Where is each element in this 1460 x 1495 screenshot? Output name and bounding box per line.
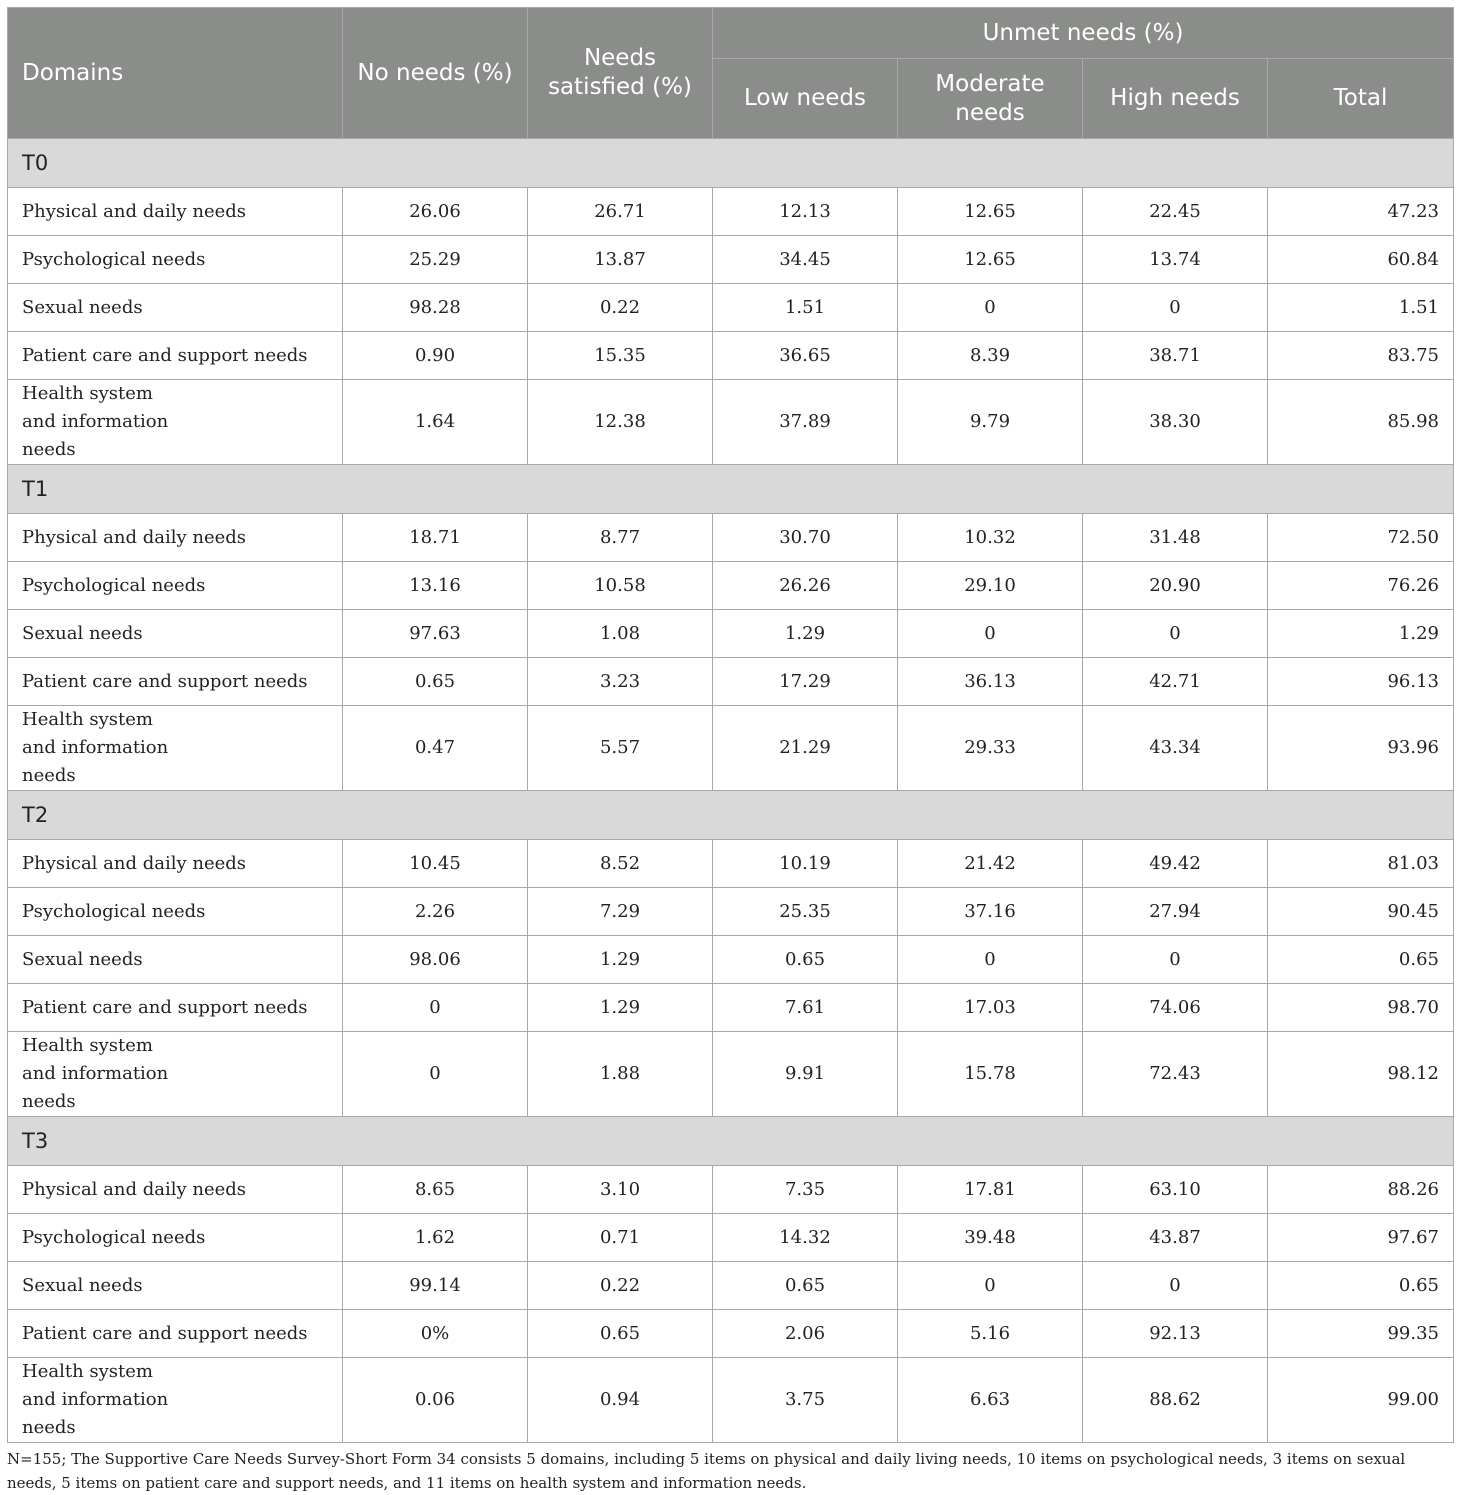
group-row xyxy=(8,465,1454,514)
cell-high-needs: 49.42 xyxy=(1083,840,1268,888)
cell-needs-satisfied: 0.22 xyxy=(528,1262,713,1310)
cell-high-needs: 43.34 xyxy=(1083,706,1268,791)
header-high-needs: High needs xyxy=(1083,59,1268,139)
cell-needs-satisfied: 15.35 xyxy=(528,332,713,380)
cell-moderate-needs: 29.10 xyxy=(898,562,1083,610)
cell-no-needs: 8.65 xyxy=(343,1166,528,1214)
table-row xyxy=(8,1358,1454,1443)
cell-high-needs: 38.30 xyxy=(1083,380,1268,465)
table-row xyxy=(8,840,1454,888)
group-label: T0 xyxy=(8,139,1454,188)
cell-needs-satisfied: 3.23 xyxy=(528,658,713,706)
cell-moderate-needs: 10.32 xyxy=(898,514,1083,562)
cell-low-needs: 12.13 xyxy=(713,188,898,236)
table-row xyxy=(8,1214,1454,1262)
cell-high-needs: 22.45 xyxy=(1083,188,1268,236)
cell-total: 99.00 xyxy=(1268,1358,1454,1443)
cell-domain: Health system and information needs xyxy=(8,1358,343,1443)
cell-low-needs: 17.29 xyxy=(713,658,898,706)
cell-domain: Psychological needs xyxy=(8,888,343,936)
cell-domain: Physical and daily needs xyxy=(8,840,343,888)
table-row xyxy=(8,888,1454,936)
header-unmet-needs: Unmet needs (%) xyxy=(713,8,1454,59)
table-row xyxy=(8,236,1454,284)
cell-needs-satisfied: 0.65 xyxy=(528,1310,713,1358)
cell-no-needs: 0.06 xyxy=(343,1358,528,1443)
supportive-care-needs-table xyxy=(7,7,1454,1443)
table-header xyxy=(8,8,1454,139)
cell-high-needs: 0 xyxy=(1083,936,1268,984)
table-row xyxy=(8,562,1454,610)
cell-no-needs: 1.64 xyxy=(343,380,528,465)
cell-high-needs: 0 xyxy=(1083,1262,1268,1310)
cell-moderate-needs: 0 xyxy=(898,1262,1083,1310)
cell-low-needs: 14.32 xyxy=(713,1214,898,1262)
cell-domain: Patient care and support needs xyxy=(8,1310,343,1358)
cell-total: 47.23 xyxy=(1268,188,1454,236)
cell-low-needs: 1.51 xyxy=(713,284,898,332)
cell-low-needs: 7.61 xyxy=(713,984,898,1032)
cell-needs-satisfied: 0.22 xyxy=(528,284,713,332)
cell-total: 83.75 xyxy=(1268,332,1454,380)
cell-needs-satisfied: 0.94 xyxy=(528,1358,713,1443)
cell-no-needs: 0.90 xyxy=(343,332,528,380)
cell-low-needs: 21.29 xyxy=(713,706,898,791)
cell-total: 99.35 xyxy=(1268,1310,1454,1358)
cell-needs-satisfied: 13.87 xyxy=(528,236,713,284)
cell-no-needs: 2.26 xyxy=(343,888,528,936)
cell-no-needs: 98.06 xyxy=(343,936,528,984)
cell-low-needs: 25.35 xyxy=(713,888,898,936)
cell-moderate-needs: 17.81 xyxy=(898,1166,1083,1214)
table-row xyxy=(8,1262,1454,1310)
cell-high-needs: 43.87 xyxy=(1083,1214,1268,1262)
cell-no-needs: 0 xyxy=(343,984,528,1032)
group-label: T1 xyxy=(8,465,1454,514)
table-row xyxy=(8,284,1454,332)
cell-low-needs: 34.45 xyxy=(713,236,898,284)
table-row xyxy=(8,188,1454,236)
cell-total: 90.45 xyxy=(1268,888,1454,936)
table-row xyxy=(8,936,1454,984)
cell-total: 98.12 xyxy=(1268,1032,1454,1117)
cell-low-needs: 9.91 xyxy=(713,1032,898,1117)
cell-moderate-needs: 0 xyxy=(898,936,1083,984)
cell-no-needs: 97.63 xyxy=(343,610,528,658)
table-row xyxy=(8,380,1454,465)
cell-needs-satisfied: 3.10 xyxy=(528,1166,713,1214)
cell-domain: Health system and information needs xyxy=(8,380,343,465)
cell-needs-satisfied: 26.71 xyxy=(528,188,713,236)
cell-high-needs: 0 xyxy=(1083,610,1268,658)
header-moderate-needs: Moderate needs xyxy=(898,59,1083,139)
cell-moderate-needs: 39.48 xyxy=(898,1214,1083,1262)
header-total: Total xyxy=(1268,59,1454,139)
header-no-needs: No needs (%) xyxy=(343,8,528,139)
cell-domain: Physical and daily needs xyxy=(8,1166,343,1214)
cell-low-needs: 3.75 xyxy=(713,1358,898,1443)
cell-total: 1.29 xyxy=(1268,610,1454,658)
cell-domain: Patient care and support needs xyxy=(8,332,343,380)
cell-domain: Sexual needs xyxy=(8,936,343,984)
cell-domain: Psychological needs xyxy=(8,236,343,284)
cell-domain: Patient care and support needs xyxy=(8,984,343,1032)
cell-no-needs: 98.28 xyxy=(343,284,528,332)
cell-total: 93.96 xyxy=(1268,706,1454,791)
cell-no-needs: 99.14 xyxy=(343,1262,528,1310)
cell-moderate-needs: 21.42 xyxy=(898,840,1083,888)
group-row xyxy=(8,791,1454,840)
cell-high-needs: 20.90 xyxy=(1083,562,1268,610)
cell-total: 60.84 xyxy=(1268,236,1454,284)
cell-low-needs: 36.65 xyxy=(713,332,898,380)
table-row xyxy=(8,332,1454,380)
cell-no-needs: 26.06 xyxy=(343,188,528,236)
cell-total: 98.70 xyxy=(1268,984,1454,1032)
cell-low-needs: 10.19 xyxy=(713,840,898,888)
table-row xyxy=(8,514,1454,562)
cell-domain: Psychological needs xyxy=(8,562,343,610)
cell-moderate-needs: 0 xyxy=(898,284,1083,332)
cell-domain: Psychological needs xyxy=(8,1214,343,1262)
cell-needs-satisfied: 1.29 xyxy=(528,984,713,1032)
table-row xyxy=(8,984,1454,1032)
cell-high-needs: 74.06 xyxy=(1083,984,1268,1032)
cell-moderate-needs: 0 xyxy=(898,610,1083,658)
table-row xyxy=(8,658,1454,706)
cell-needs-satisfied: 7.29 xyxy=(528,888,713,936)
cell-moderate-needs: 5.16 xyxy=(898,1310,1083,1358)
cell-total: 72.50 xyxy=(1268,514,1454,562)
cell-domain: Physical and daily needs xyxy=(8,514,343,562)
cell-moderate-needs: 15.78 xyxy=(898,1032,1083,1117)
table-row xyxy=(8,1166,1454,1214)
cell-total: 76.26 xyxy=(1268,562,1454,610)
table-row xyxy=(8,706,1454,791)
header-low-needs: Low needs xyxy=(713,59,898,139)
cell-needs-satisfied: 12.38 xyxy=(528,380,713,465)
cell-no-needs: 10.45 xyxy=(343,840,528,888)
cell-no-needs: 0% xyxy=(343,1310,528,1358)
cell-high-needs: 42.71 xyxy=(1083,658,1268,706)
cell-domain: Sexual needs xyxy=(8,610,343,658)
cell-domain: Patient care and support needs xyxy=(8,658,343,706)
cell-moderate-needs: 8.39 xyxy=(898,332,1083,380)
cell-high-needs: 27.94 xyxy=(1083,888,1268,936)
group-label: T2 xyxy=(8,791,1454,840)
cell-domain: Sexual needs xyxy=(8,284,343,332)
cell-needs-satisfied: 10.58 xyxy=(528,562,713,610)
cell-moderate-needs: 6.63 xyxy=(898,1358,1083,1443)
cell-no-needs: 0.47 xyxy=(343,706,528,791)
cell-no-needs: 0.65 xyxy=(343,658,528,706)
table-row xyxy=(8,1310,1454,1358)
cell-moderate-needs: 29.33 xyxy=(898,706,1083,791)
cell-total: 0.65 xyxy=(1268,936,1454,984)
table-footnote: N=155; The Supportive Care Needs Survey-Short Form 34 consists 5 domains, including 5 items on physical and daily living needs, 10 items on psychological needs, 3 items on sexual needs, 5 items on patient care and support needs, and 11 items on health system and information needs. xyxy=(7,1450,1406,1492)
cell-needs-satisfied: 0.71 xyxy=(528,1214,713,1262)
group-row xyxy=(8,139,1454,188)
cell-total: 85.98 xyxy=(1268,380,1454,465)
cell-domain: Health system and information needs xyxy=(8,706,343,791)
cell-moderate-needs: 9.79 xyxy=(898,380,1083,465)
cell-moderate-needs: 12.65 xyxy=(898,188,1083,236)
cell-high-needs: 72.43 xyxy=(1083,1032,1268,1117)
cell-total: 81.03 xyxy=(1268,840,1454,888)
table-body xyxy=(8,139,1454,1443)
header-domains: Domains xyxy=(8,8,343,139)
cell-no-needs: 25.29 xyxy=(343,236,528,284)
cell-high-needs: 38.71 xyxy=(1083,332,1268,380)
cell-high-needs: 63.10 xyxy=(1083,1166,1268,1214)
group-label: T3 xyxy=(8,1117,1454,1166)
cell-low-needs: 7.35 xyxy=(713,1166,898,1214)
cell-moderate-needs: 17.03 xyxy=(898,984,1083,1032)
cell-no-needs: 1.62 xyxy=(343,1214,528,1262)
cell-low-needs: 1.29 xyxy=(713,610,898,658)
cell-domain: Physical and daily needs xyxy=(8,188,343,236)
cell-high-needs: 13.74 xyxy=(1083,236,1268,284)
cell-high-needs: 88.62 xyxy=(1083,1358,1268,1443)
cell-needs-satisfied: 5.57 xyxy=(528,706,713,791)
cell-needs-satisfied: 1.08 xyxy=(528,610,713,658)
cell-high-needs: 0 xyxy=(1083,284,1268,332)
cell-needs-satisfied: 8.52 xyxy=(528,840,713,888)
cell-high-needs: 31.48 xyxy=(1083,514,1268,562)
cell-domain: Sexual needs xyxy=(8,1262,343,1310)
cell-total: 1.51 xyxy=(1268,284,1454,332)
cell-moderate-needs: 12.65 xyxy=(898,236,1083,284)
cell-needs-satisfied: 1.29 xyxy=(528,936,713,984)
cell-needs-satisfied: 8.77 xyxy=(528,514,713,562)
cell-low-needs: 26.26 xyxy=(713,562,898,610)
cell-total: 88.26 xyxy=(1268,1166,1454,1214)
cell-low-needs: 0.65 xyxy=(713,1262,898,1310)
cell-low-needs: 37.89 xyxy=(713,380,898,465)
cell-domain: Health system and information needs xyxy=(8,1032,343,1117)
cell-no-needs: 0 xyxy=(343,1032,528,1117)
cell-total: 96.13 xyxy=(1268,658,1454,706)
header-needs-satisfied: Needs satisfied (%) xyxy=(528,8,713,139)
group-row xyxy=(8,1117,1454,1166)
cell-no-needs: 18.71 xyxy=(343,514,528,562)
cell-moderate-needs: 37.16 xyxy=(898,888,1083,936)
cell-total: 97.67 xyxy=(1268,1214,1454,1262)
table-row xyxy=(8,610,1454,658)
cell-needs-satisfied: 1.88 xyxy=(528,1032,713,1117)
cell-total: 0.65 xyxy=(1268,1262,1454,1310)
cell-moderate-needs: 36.13 xyxy=(898,658,1083,706)
table-container xyxy=(7,7,1453,1495)
cell-low-needs: 30.70 xyxy=(713,514,898,562)
cell-low-needs: 2.06 xyxy=(713,1310,898,1358)
cell-low-needs: 0.65 xyxy=(713,936,898,984)
table-row xyxy=(8,1032,1454,1117)
cell-no-needs: 13.16 xyxy=(343,562,528,610)
cell-high-needs: 92.13 xyxy=(1083,1310,1268,1358)
